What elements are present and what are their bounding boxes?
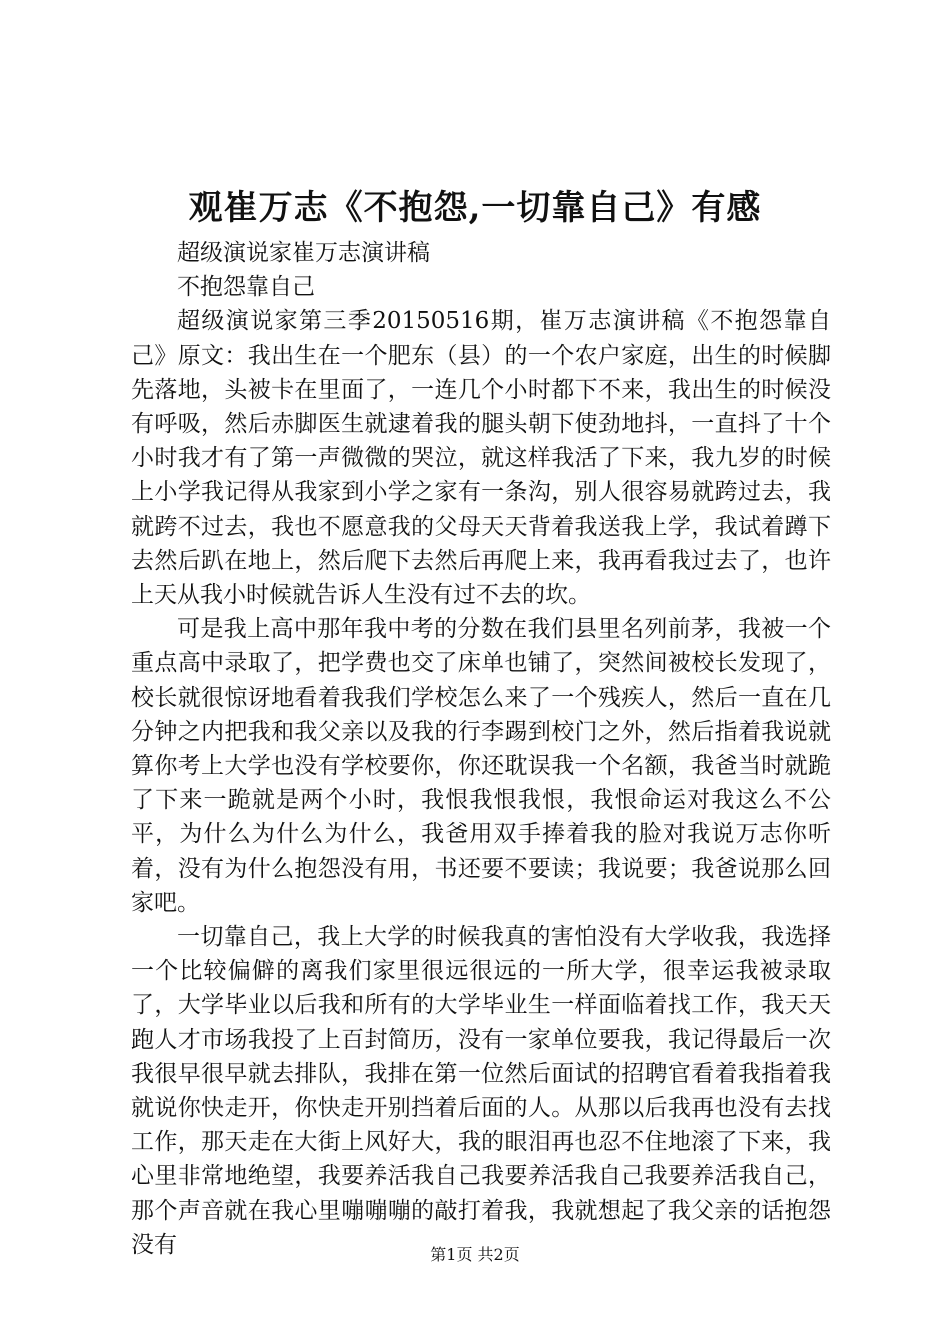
body-paragraph: 可是我上高中那年我中考的分数在我们县里名列前茅，我被一个重点高中录取了，把学费也交了床单也铺了，突然间被校长发现了，校长就很惊讶地看着我我们学校怎么来了一个残疾人，然后一直在几分钟之内把我和我父亲以及我的行李踢到校门之外，然后指着我说就算你考上大学也没有学校要你，你还耽误我一个名额，我爸当时就跪了下来一跪就是两个小时，我恨我恨我恨，我恨命运对我这么不公平，为什么为什么为什么，我爸用双手捧着我的脸对我说万志你听着，没有为什么抱怨没有用，书还要不要读；我说要；我爸说那么回家吧。 bbox=[131, 616, 831, 916]
document-title: 观崔万志《不抱怨,一切靠自己》有感 bbox=[188, 188, 762, 228]
body-paragraph: 一切靠自己，我上大学的时候我真的害怕没有大学收我，我选择一个比较偏僻的离我们家里很远很远的一所大学，很幸运我被录取了，大学毕业以后我和所有的大学毕业生一样面临着找工作，我天天跑人才市场我投了上百封简历，没有一家单位要我，我记得最后一次我很早很早就去排队，我排在第一位然后面试的招聘官看着我指着我就说你快走开，你快走开别挡着后面的人。从那以后我再也没有去找工作，那天走在大街上风好大，我的眼泪再也忍不住地滚了下来，我心里非常地绝望，我要养活我自己我要养活我自己我要养活我自己，那个声音就在我心里嘣嘣嘣的敲打着我，我就想起了我父亲的话抱怨没有 bbox=[131, 924, 831, 1258]
document-body bbox=[131, 236, 831, 1262]
body-paragraph: 超级演说家第三季20150516期，崔万志演讲稿《不抱怨靠自己》原文：我出生在一个肥东（县）的一个农户家庭，出生的时候脚先落地，头被卡在里面了，一连几个小时都下不来，我出生的时候没有呼吸，然后赤脚医生就逮着我的腿头朝下使劲地抖，一直抖了十个小时我才有了第一声微微的哭泣，就这样我活了下来，我九岁的时候上小学我记得从我家到小学之家有一条沟，别人很容易就跨过去，我就跨不过去，我也不愿意我的父母天天背着我送我上学，我试着蹲下去然后趴在地上，然后爬下去然后再爬上来，我再看我过去了，也许上天从我小时候就告诉人生没有过不去的坎。 bbox=[131, 308, 831, 609]
page-number-footer: 第1页 共2页 bbox=[430, 1245, 520, 1264]
subtitle-paragraph: 超级演说家崔万志演讲稿 bbox=[177, 240, 430, 266]
subheading-paragraph: 不抱怨靠自己 bbox=[177, 274, 315, 301]
